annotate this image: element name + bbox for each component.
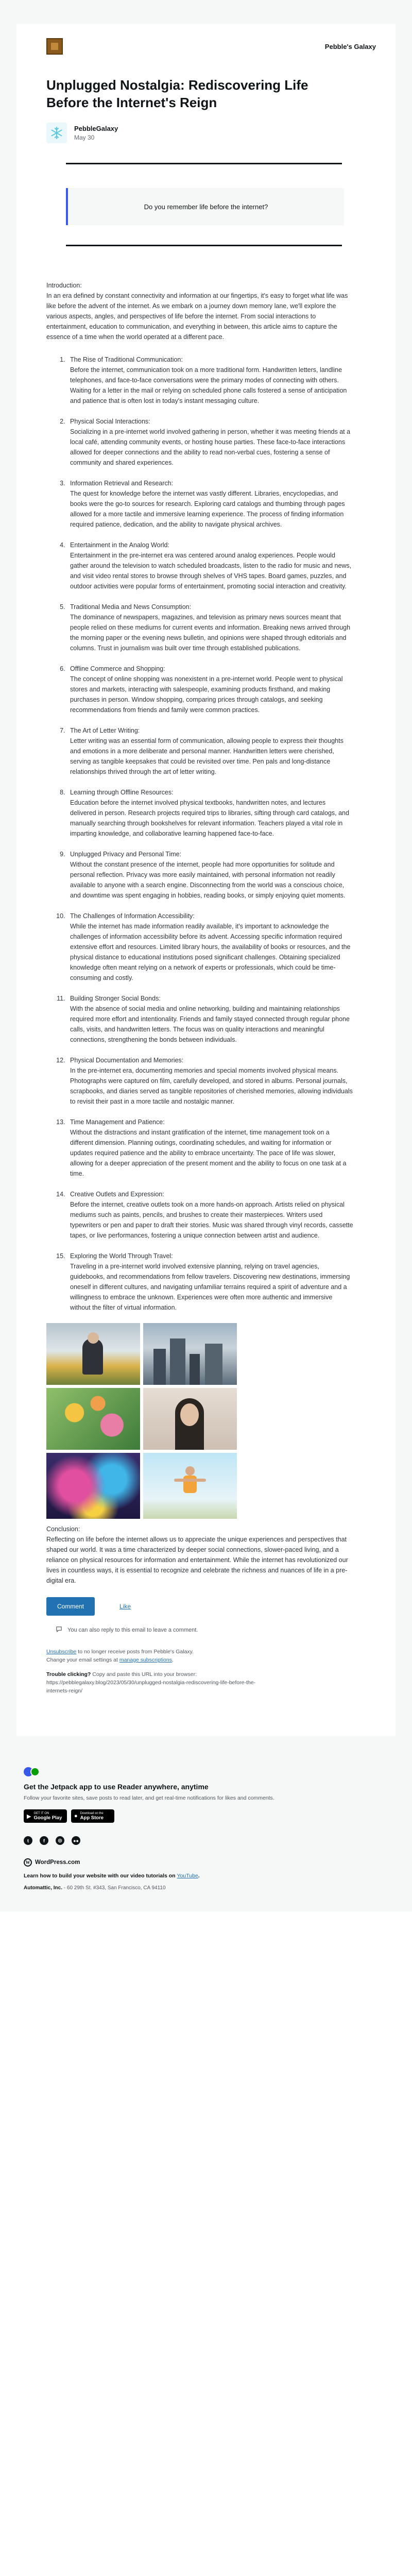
google-play-top-text: GET IT ON: [33, 1811, 49, 1815]
topic-title: Entertainment in the Analog World:: [70, 541, 169, 549]
list-item: [67, 1055, 353, 1107]
topic-title: Creative Outlets and Expression:: [70, 1191, 164, 1198]
list-item: [67, 664, 353, 715]
topic-text: Before the internet, creative outlets took on a more hands-on approach. Artists relied on physical mediums such as paints, pencils, and brushes to create their masterpieces. Writers used typewriters or pen and paper to draft their stories. Music was shared through vinyl records, cassette tapes, or live performances, fostering a unique connection between artist and audience.: [70, 1201, 353, 1239]
list-item: [67, 1117, 353, 1179]
author-avatar[interactable]: [46, 123, 67, 143]
trouble-clicking: [46, 1670, 263, 1695]
list-item: [67, 540, 353, 591]
topic-text: Education before the internet involved physical textbooks, handwritten notes, and lectures delivered in person. Research projects required trips to libraries, sifting through card catalogs, and manually searching through bookshelves for relevant information. Teachers played a vital role in imparting knowledge, and collaborative learning happened face-to-face.: [70, 799, 349, 837]
separator-top: [66, 163, 342, 164]
reply-note: [56, 1626, 376, 1634]
topic-text: The dominance of newspapers, magazines, and television as primary news sources meant that people relied on these mediums for current events and information. Breaking news arrived through the morning paper or the evening news bulletin, and opinions were shaped through editorials and columns. Trust in journalism was built over time through established publications.: [70, 614, 351, 652]
list-item: [67, 993, 353, 1045]
topic-title: Learning through Offline Resources:: [70, 789, 174, 796]
topic-text: Without the constant presence of the internet, people had more opportunities for solitude and personal reflection. Privacy was more easily maintained, with personal information not readily available to anyone with a search engine. Disconnecting from the world was a conscious choice, and downtime was spent engaging in hobbies, reading books, or simply enjoying quiet moments.: [70, 861, 346, 899]
google-play-name: Google Play: [33, 1815, 62, 1821]
change-settings-prefix: Change your email settings at: [46, 1657, 119, 1663]
company-address-text: - 60 29th St. #343, San Francisco, CA 94110: [62, 1885, 166, 1891]
topic-text: Socializing in a pre-internet world involved gathering in person, whether it was meeting friends at a local café, attending community events, or hosting house parties. These face-to-face interactions allowed for deeper connections and the ability to read non-verbal cues, fostering a sense of community and shared experiences.: [70, 428, 351, 466]
manage-subscriptions-link[interactable]: manage subscriptions: [119, 1657, 172, 1663]
topic-text: The quest for knowledge before the internet was vastly different. Libraries, encyclopedias, and books were the go-to sources for research. Exploring card catalogs and thumbing through pages allowed for a more tactile and immersive learning experience. The process of finding information required patience, dedication, and the ability to navigate physical archives.: [70, 490, 345, 528]
app-store-badges: [24, 1809, 396, 1823]
reply-note-text: You can also reply to this email to leave a comment.: [67, 1627, 198, 1633]
topic-text: With the absence of social media and online networking, building and maintaining relationships required more effort and intentionality. Friends and family stayed connected through regular phone calls, visits, and handwritten letters. The focus was on quality interactions and meaningful connections, strengthening the bonds between individuals.: [70, 1005, 350, 1043]
wordpress-brand[interactable]: [24, 1858, 396, 1867]
header: [46, 37, 376, 56]
topic-title: Building Stronger Social Bonds:: [70, 995, 161, 1002]
gallery-photo-woman-sunflowers[interactable]: [46, 1323, 140, 1385]
gallery-photo-jumping-person[interactable]: [143, 1453, 237, 1519]
author-name[interactable]: PebbleGalaxy: [74, 125, 118, 132]
topic-title: The Rise of Traditional Communication:: [70, 356, 183, 363]
topic-text: Traveling in a pre-internet world involved extensive planning, relying on travel agencies, guidebooks, and recommendations from fellow travelers. Discovering new destinations, immersing oneself in different cultures, and navigating unfamiliar terrains required a spirit of adventure and a willingness to embrace the unknown. Experiences were often more authentic and immersive without the filter of virtual information.: [70, 1263, 350, 1311]
change-settings-suffix: .: [171, 1657, 174, 1663]
list-item: [67, 478, 353, 530]
topic-text: Before the internet, communication took on a more traditional form. Handwritten letters, landline telephones, and face-to-face conversations were the primary modes of connecting with others. Waiting for a letter in the mail or relying on scheduled phone calls fostered a sense of anticipation and patience that is often lost in today's instant messaging culture.: [70, 366, 347, 404]
topic-text: Without the distractions and instant gratification of the internet, time management took on a different dimension. Planning outings, coordinating schedules, and waiting for information or updates required patience and the ability to embrace uncertainty. The pace of life was slower, allowing for a deeper appreciation of the present moment and the ability to focus on one task at a time.: [70, 1129, 347, 1177]
footer: [16, 1736, 396, 1911]
gallery-photo-flowers[interactable]: [46, 1388, 140, 1450]
topic-title: Unplugged Privacy and Personal Time:: [70, 851, 182, 858]
youtube-link[interactable]: YouTube: [177, 1873, 198, 1879]
list-item: [67, 787, 353, 839]
post-url[interactable]: https://pebblegalaxy.blog/2023/05/30/unplugged-nostalgia-rediscovering-life-before-the-internets-reign/: [46, 1680, 256, 1694]
author-row: [46, 123, 376, 143]
site-logo[interactable]: [46, 38, 63, 55]
gallery-photo-colorful-smoke[interactable]: [46, 1453, 140, 1519]
like-button[interactable]: Like: [119, 1603, 131, 1610]
list-item: [67, 725, 353, 777]
post-actions: [46, 1597, 376, 1616]
unsubscribe-link[interactable]: Unsubscribe: [46, 1649, 77, 1655]
facebook-icon[interactable]: f: [40, 1836, 48, 1845]
speech-bubble-icon: [56, 1626, 62, 1634]
twitter-icon[interactable]: t: [24, 1836, 32, 1845]
conclusion-heading: Conclusion:: [46, 1526, 80, 1533]
gallery-photo-cityscape[interactable]: [143, 1323, 237, 1385]
jetpack-subtitle: Follow your favorite sites, save posts to read later, and get real-time notifications for likes and comments.: [24, 1795, 274, 1801]
company-name: Automattic, Inc.: [24, 1885, 63, 1891]
gallery-photo-woman-portrait[interactable]: [143, 1388, 237, 1450]
topic-title: Exploring the World Through Travel:: [70, 1252, 173, 1260]
app-store-top-text: Download on the: [80, 1811, 104, 1815]
intro-paragraph: In an era defined by constant connectivity and information at our fingertips, it's easy to forget what life was like before the advent of the internet. As we embark on a journey down memory lane, we'll explore the various aspects, angles, and perspectives of life before the internet. From social interactions to entertainment, education to communication, and everything in between, this article aims to capture the essence of a time when the world operated at a different pace.: [46, 292, 348, 341]
learn-text: [24, 1873, 396, 1879]
jetpack-app-icon: [30, 1767, 40, 1776]
company-address: [24, 1885, 396, 1891]
learn-suffix: .: [198, 1873, 200, 1879]
list-item: [67, 911, 353, 983]
topic-text: Letter writing was an essential form of communication, allowing people to express their thoughts and emotions in a more deliberate and personal manner. Handwritten letters were cherished, serving as tangible keepsakes that could be revisited over time. Pen pals and long-distance relationships thrived through the art of letter writing.: [70, 737, 344, 775]
conclusion-paragraph: Reflecting on life before the internet allows us to appreciate the unique experiences and perspectives that shaped our world. It was a time characterized by deeper social connections, slower-paced living, and a reliance on physical resources for information and entertainment. While the internet has revolutionized our lives in countless ways, it is essential to recognize and celebrate the richness and nuances of life in a pre-digital era.: [46, 1536, 348, 1584]
learn-text-body: Learn how to build your website with our video tutorials on: [24, 1873, 177, 1879]
topic-title: Time Management and Patience:: [70, 1118, 165, 1126]
photo-gallery: [46, 1323, 237, 1519]
jetpack-icons: [24, 1767, 396, 1776]
topic-text: The concept of online shopping was nonexistent in a pre-internet world. People went to physical stores and markets, interacting with salespeople, examining products firsthand, and making purchases in person. Window shopping, comparing prices through catalogs, and seeking recommendations from friends and family were common practices.: [70, 675, 343, 714]
separator-bottom: [66, 245, 342, 246]
topic-text: While the internet has made information readily available, it's important to acknowledge the challenges of information accessibility before its advent. Accessing specific information required extensive effort and resources. Limited library hours, the availability of books or resources, and the physical distance to educational institutions posed significant challenges. Obtaining specialized knowledge often meant relying on a network of experts or professionals, which could be time-consuming and costly.: [70, 923, 351, 981]
pull-quote: Do you remember life before the internet?: [66, 188, 344, 225]
app-store-badge[interactable]: [71, 1809, 114, 1823]
subscription-settings: [46, 1648, 376, 1664]
wordpress-logo-icon: W: [24, 1858, 32, 1867]
unsubscribe-text: to no longer receive posts from Pebble's Galaxy.: [76, 1649, 194, 1655]
topic-title: Traditional Media and News Consumption:: [70, 603, 192, 611]
app-store-name: App Store: [80, 1815, 104, 1821]
list-item: [67, 1189, 353, 1241]
google-play-badge[interactable]: [24, 1809, 67, 1823]
snowflake-avatar-icon: [50, 126, 63, 140]
topic-title: Offline Commerce and Shopping:: [70, 665, 165, 672]
google-play-icon: ▶: [27, 1813, 31, 1820]
post-date: May 30: [74, 134, 95, 141]
intro-heading: Introduction:: [46, 282, 82, 289]
list-item: [67, 849, 353, 901]
comment-button[interactable]: Comment: [46, 1597, 95, 1616]
topic-title: Information Retrieval and Research:: [70, 480, 174, 487]
social-links: [24, 1836, 396, 1845]
jetpack-title: Get the Jetpack app to use Reader anywhere, anytime: [24, 1783, 209, 1791]
list-item: [67, 354, 353, 406]
post-card: [16, 24, 396, 1736]
topic-text: Entertainment in the pre-internet era was centered around analog experiences. People would gather around the television to watch scheduled broadcasts, listen to the radio for music and news, and visit video rental stores to browse through shelves of VHS tapes. Board games, puzzles, and outdoor activities were popular forms of entertainment, promoting social interaction and creativity.: [70, 552, 352, 590]
trouble-text: Copy and paste this URL into your browser:: [91, 1671, 197, 1677]
topic-title: Physical Social Interactions:: [70, 418, 150, 425]
topics-list: [67, 354, 353, 1313]
post-title[interactable]: Unplugged Nostalgia: Rediscovering Life Before the Internet's Reign: [46, 77, 308, 110]
topic-text: In the pre-internet era, documenting memories and special moments involved physical means. Photographs were captured on film, carefully developed, and stored in albums. Personal journals, scrapbooks, and diaries served as tangible repositories of cherished memories, allowing individuals to revisit their past in a more tactile and nostalgic manner.: [70, 1067, 353, 1105]
topic-title: Physical Documentation and Memories:: [70, 1057, 184, 1064]
trouble-label: Trouble clicking?: [46, 1671, 91, 1677]
site-name[interactable]: Pebble's Galaxy: [324, 42, 376, 50]
list-item: [67, 602, 353, 653]
medium-icon[interactable]: ●●: [72, 1836, 80, 1845]
list-item: [67, 1251, 353, 1313]
topic-title: The Challenges of Information Accessibility:: [70, 912, 195, 920]
topic-title: The Art of Letter Writing:: [70, 727, 140, 734]
instagram-icon[interactable]: ◎: [56, 1836, 64, 1845]
wordpress-name: WordPress.com: [35, 1859, 80, 1866]
apple-icon: ●: [74, 1813, 78, 1819]
list-item: [67, 416, 353, 468]
